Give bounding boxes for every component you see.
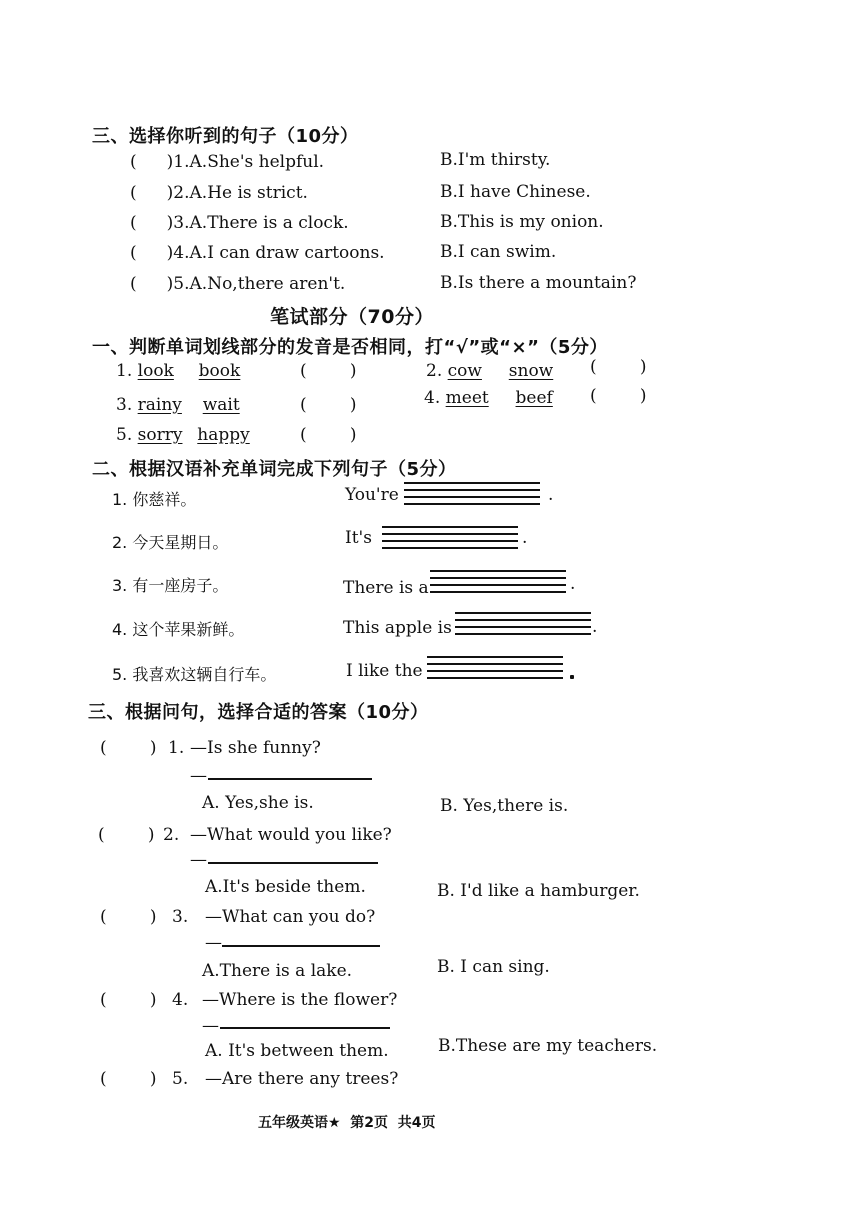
item-number: 4. bbox=[424, 388, 441, 408]
answer-lines[interactable] bbox=[404, 482, 540, 510]
sentence-end-mark bbox=[570, 675, 574, 679]
word-2: wait bbox=[202, 395, 240, 415]
written-part-title: 笔试部分（70分） bbox=[270, 306, 434, 328]
answer-lines[interactable] bbox=[382, 526, 518, 554]
chinese-prompt: 4. 这个苹果新鲜。 bbox=[112, 620, 245, 639]
word-1: sorry bbox=[137, 425, 183, 445]
word-1: look bbox=[137, 361, 174, 381]
list-item bbox=[130, 152, 324, 172]
list-item bbox=[130, 183, 308, 203]
answer-paren-close: ) bbox=[166, 274, 174, 294]
option-b: B. I'd like a hamburger. bbox=[437, 881, 640, 901]
answer-paren-open[interactable]: ( bbox=[130, 274, 137, 294]
question-text: —Is she funny? bbox=[190, 738, 321, 758]
word-2: snow bbox=[508, 361, 554, 381]
list-item bbox=[130, 213, 349, 233]
item-number: 2. bbox=[173, 183, 190, 203]
word-2: happy bbox=[197, 425, 250, 445]
reply-dash: — bbox=[205, 933, 222, 953]
sentence-end: . bbox=[592, 617, 598, 637]
english-stem: There is a bbox=[343, 578, 429, 598]
option-a: A. It's between them. bbox=[205, 1041, 389, 1061]
section-heading-fill: 二、根据汉语补充单词完成下列句子（5分） bbox=[92, 459, 457, 480]
list-item bbox=[424, 388, 553, 408]
list-item bbox=[130, 274, 345, 294]
option-a: A.No,there aren't. bbox=[189, 274, 346, 294]
question-text: —What can you do? bbox=[205, 907, 376, 927]
answer-paren-open[interactable]: ( bbox=[130, 152, 137, 172]
option-b: B.I can swim. bbox=[440, 242, 557, 262]
question-text: —What would you like? bbox=[190, 825, 392, 845]
english-stem: This apple is bbox=[343, 618, 452, 638]
reply-line[interactable] bbox=[220, 1027, 390, 1029]
sentence-end: . bbox=[522, 528, 528, 548]
item-number: 1. bbox=[173, 152, 190, 172]
answer-paren-open[interactable]: ( bbox=[130, 213, 137, 233]
option-b: B.I'm thirsty. bbox=[440, 150, 551, 170]
answer-paren-close: ) bbox=[166, 213, 174, 233]
section-heading-answers: 三、根据问句，选择合适的答案（10分） bbox=[88, 702, 429, 723]
answer-paren-close: ) bbox=[166, 152, 174, 172]
item-number: 1. bbox=[168, 738, 185, 758]
list-item bbox=[116, 425, 250, 445]
answer-paren[interactable]: ( ) bbox=[590, 357, 647, 377]
reply-dash: — bbox=[190, 766, 207, 786]
answer-paren-open[interactable]: ( bbox=[130, 183, 137, 203]
answer-paren[interactable]: ( ) bbox=[100, 1069, 157, 1089]
option-a: A.There is a lake. bbox=[202, 961, 353, 981]
reply-dash: — bbox=[190, 850, 207, 870]
item-number: 1. bbox=[116, 361, 133, 381]
chinese-prompt: 3. 有一座房子。 bbox=[112, 576, 229, 595]
option-a: A.She's helpful. bbox=[189, 152, 325, 172]
item-number: 5. bbox=[173, 274, 190, 294]
item-number: 2. bbox=[426, 361, 443, 381]
item-number: 3. bbox=[173, 213, 190, 233]
answer-paren[interactable]: ( ) bbox=[100, 990, 157, 1010]
item-number: 3. bbox=[116, 395, 133, 415]
item-number: 5. bbox=[116, 425, 133, 445]
question-text: —Where is the flower? bbox=[202, 990, 398, 1010]
option-a: A.There is a clock. bbox=[189, 213, 349, 233]
item-number: 2. bbox=[163, 825, 180, 845]
option-a: A. Yes,she is. bbox=[202, 793, 314, 813]
section-heading-listening: 三、选择你听到的句子（10分） bbox=[92, 126, 359, 147]
option-a: A.I can draw cartoons. bbox=[189, 243, 385, 263]
item-number: 5. bbox=[172, 1069, 189, 1089]
chinese-prompt: 5. 我喜欢这辆自行车。 bbox=[112, 665, 277, 684]
option-a: A.It's beside them. bbox=[205, 877, 366, 897]
list-item bbox=[426, 361, 553, 381]
word-2: beef bbox=[515, 388, 553, 408]
answer-paren-close: ) bbox=[166, 183, 174, 203]
word-2: book bbox=[198, 361, 241, 381]
answer-lines[interactable] bbox=[427, 656, 563, 684]
option-b: B. Yes,there is. bbox=[440, 796, 569, 816]
option-b: B.Is there a mountain? bbox=[440, 273, 637, 293]
option-a: A.He is strict. bbox=[189, 183, 308, 203]
answer-paren-open[interactable]: ( bbox=[130, 243, 137, 263]
reply-dash: — bbox=[202, 1016, 219, 1036]
option-b: B.These are my teachers. bbox=[438, 1036, 658, 1056]
sentence-end: . bbox=[548, 485, 554, 505]
answer-paren[interactable]: ( ) bbox=[100, 907, 157, 927]
answer-paren-close: ) bbox=[166, 243, 174, 263]
option-b: B.This is my onion. bbox=[440, 212, 604, 232]
item-number: 3. bbox=[172, 907, 189, 927]
section-heading-phonics: 一、判断单词划线部分的发音是否相同，打“√”或“×”（5分） bbox=[92, 337, 608, 358]
answer-lines[interactable] bbox=[430, 570, 566, 598]
list-item bbox=[130, 243, 385, 263]
answer-paren[interactable]: ( ) bbox=[590, 386, 647, 406]
answer-paren[interactable]: ( ) bbox=[100, 738, 157, 758]
page-footer: 五年级英语★ 第2页 共4页 bbox=[258, 1115, 436, 1131]
chinese-prompt: 1. 你慈祥。 bbox=[112, 490, 197, 509]
item-number: 4. bbox=[172, 990, 189, 1010]
word-1: meet bbox=[445, 388, 489, 408]
sentence-end: . bbox=[570, 574, 576, 594]
reply-line[interactable] bbox=[222, 945, 380, 947]
question-text: —Are there any trees? bbox=[205, 1069, 399, 1089]
english-stem: I like the bbox=[346, 661, 423, 681]
english-stem: It's bbox=[345, 528, 372, 548]
answer-lines[interactable] bbox=[455, 612, 591, 640]
answer-paren[interactable]: ( ) bbox=[300, 361, 357, 381]
chinese-prompt: 2. 今天星期日。 bbox=[112, 533, 229, 552]
english-stem: You're bbox=[345, 485, 399, 505]
item-number: 4. bbox=[173, 243, 190, 263]
answer-paren[interactable]: ( ) bbox=[98, 825, 155, 845]
option-b: B.I have Chinese. bbox=[440, 182, 591, 202]
list-item bbox=[116, 395, 240, 415]
word-1: rainy bbox=[137, 395, 182, 415]
reply-line[interactable] bbox=[208, 778, 372, 780]
option-b: B. I can sing. bbox=[437, 957, 550, 977]
reply-line[interactable] bbox=[208, 862, 378, 864]
word-1: cow bbox=[447, 361, 482, 381]
answer-paren[interactable]: ( ) bbox=[300, 425, 357, 445]
answer-paren[interactable]: ( ) bbox=[300, 395, 357, 415]
list-item bbox=[116, 361, 240, 381]
